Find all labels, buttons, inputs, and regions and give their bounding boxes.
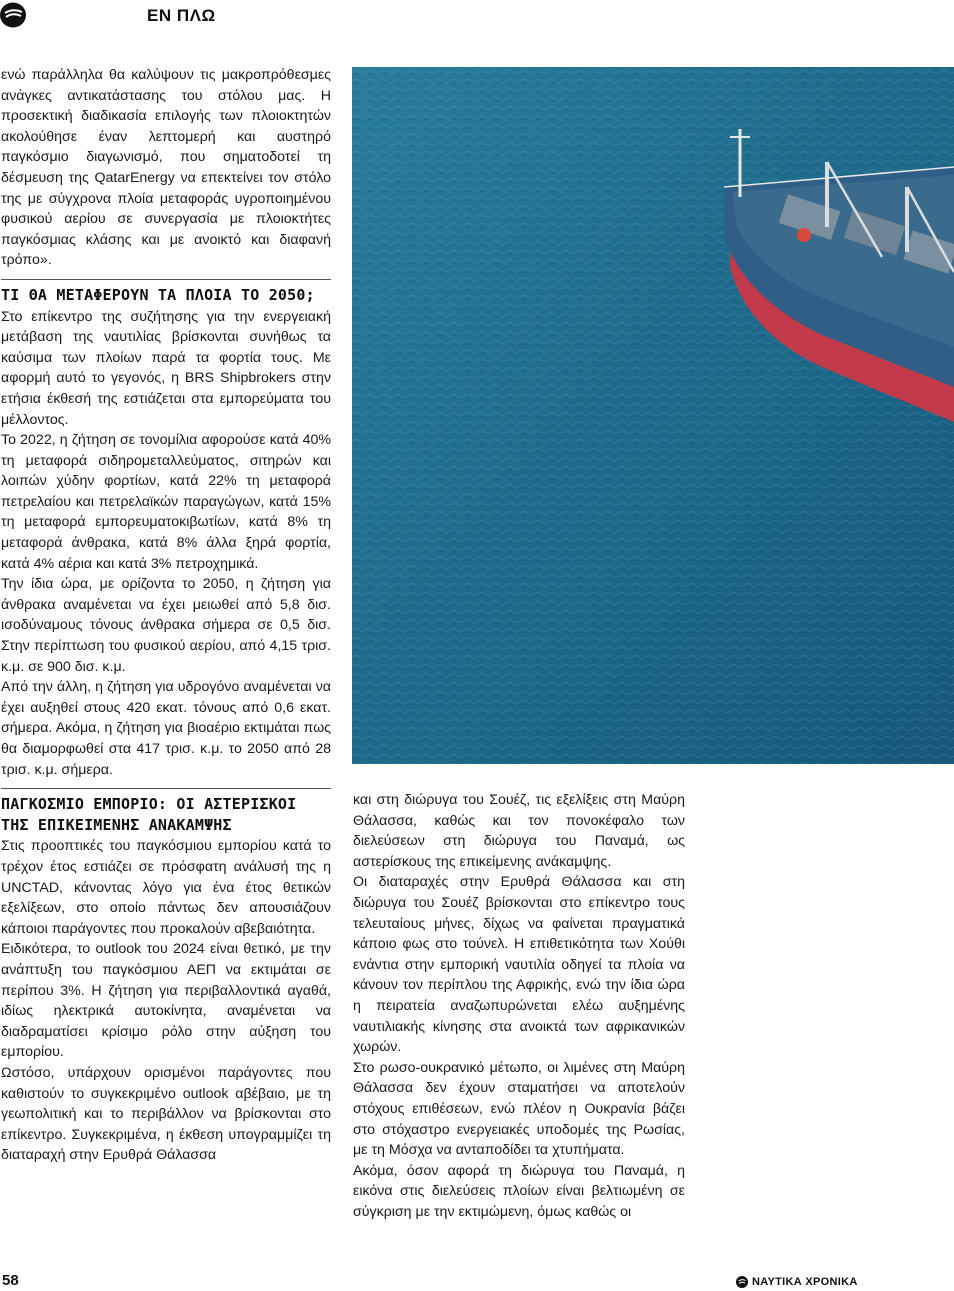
body-paragraph: Στις προοπτικές του παγκόσμιου εμπορίου κατά το τρέχον έτος εστιάζει σε πρόσφατη ανάλυσή της η UNCTAD, κάνοντας λόγο για ένα έτος θετικών εξελίξεων, στο οποίο πάντως δεν απουσιάζουν κάποιοι παράγοντες που προκαλούν αβεβαιότητα.	[1, 838, 331, 937]
right-column	[353, 790, 685, 1222]
brand-logo-icon	[736, 1276, 748, 1288]
section-heading-global-trade: ΠΑΓΚΟΣΜΙΟ ΕΜΠΟΡΙΟ: ΟΙ ΑΣΤΕΡΙΣΚΟΙ ΤΗΣ ΕΠΙΚΕΙΜΕΝΗΣ ΑΝΑΚΑΜΨΗΣ	[1, 795, 297, 834]
left-column	[1, 65, 331, 1166]
intro-paragraph: ενώ παράλληλα θα καλύψουν τις μακροπρόθεσμες ανάγκες αντικατάστασης του στόλου μας. Η προσεκτική διαδικασία επιλογής των πλοιοκτητών ακολούθησε έναν λεπτομερή και αυστηρό παγκόσμιο διαγωνισμό, που σηματοδοτεί τη δέσμευση της QatarEnergy να επεκτείνει τον στόλο της με σύγχρονα πλοία μεταφοράς υγροποιημένου φυσικού αερίου σε συνεργασία με πλοιοκτήτες παγκόσμιας κλάσης και με ανοικτό και διαφανή τρόπο».	[1, 67, 331, 269]
ship-aerial-illustration	[352, 67, 954, 764]
body-paragraph: Στο επίκεντρο της συζήτησης για την ενεργειακή μετάβαση της ναυτιλίας βρίσκονται συνήθως τα καύσιμα των πλοίων παρά τα φορτία τους. Με αφορμή αυτό το γεγονός, η BRS Shipbrokers στην ετήσια έκθεσή της εστιάζεται στα εμπορεύματα του μέλλοντος.	[1, 308, 331, 428]
body-paragraph: Το 2022, η ζήτηση σε τονομίλια αφορούσε κατά 40% τη μεταφορά σιδηρομεταλλεύματος, σιτηρών και λοιπών χύδην φορτίων, κατά 22% τη μεταφορά πετρελαίου και πετρελαϊκών παραγώγων, κατά 15% τη μεταφορά εμπορευματοκιβωτίων, κατά 8% τη μεταφορά άνθρακα, κατά 8% άλλα ξηρά φορτία, κατά 4% αέρια και κατά 3% πετροχημικά.	[1, 432, 331, 572]
section-title: ΕΝ ΠΛΩ	[147, 6, 216, 25]
body-paragraph: Ωστόσο, υπάρχουν ορισμένοι παράγοντες που καθιστούν το συγκεκριμένο outlook αβέβαιο, με τη γεωπολιτική και το περιβάλλον να βρίσκονται στο επίκεντρο. Συγκεκριμένα, η έκθεση υπογραμμίζει τη διαταραχή στην Ερυθρά Θάλασσα	[1, 1064, 331, 1164]
section-divider	[1, 788, 331, 789]
wave-texture	[352, 67, 954, 764]
page-header	[0, 0, 954, 30]
brand-name: ΝΑΥΤΙΚΑ ΧΡΟΝΙΚΑ	[752, 1276, 858, 1288]
page-number: 58	[2, 1272, 19, 1289]
body-paragraph: και στη διώρυγα του Σουέζ, τις εξελίξεις στη Μαύρη Θάλασσα, καθώς και τον πονοκέφαλο των διελεύσεων στη διώρυγα του Παναμά, ως αστερίσκους της επικείμενης ανάκαμψης.	[353, 792, 685, 870]
article-photo-ship	[352, 67, 954, 764]
body-paragraph: Ακόμα, όσον αφορά τη διώρυγα του Παναμά, η εικόνα στις διελεύσεις πλοίων είναι βελτιωμένη σε σύγκριση με την εκτιμώμενη, όμως καθώς οι	[353, 1162, 685, 1220]
body-paragraph: Ειδικότερα, το outlook του 2024 είναι θετικό, με την ανάπτυξη του παγκόσμιου ΑΕΠ να εκτιμάται σε περίπου 3%. Η ζήτηση για περιβαλλοντικά αγαθά, ιδίως ηλεκτρικά αυτοκίνητα, αναμένεται να διαδραματίσει κρίσιμο ρόλο στην αύξηση του εμπορίου.	[1, 941, 331, 1061]
body-paragraph: Στο ρωσο-ουκρανικό μέτωπο, οι λιμένες στη Μαύρη Θάλασσα δεν έχουν σταματήσει να αποτελούν στόχους επιθέσεων, ενώ πλέον η Ουκρανία βάζει στο στόχαστρο ενεργειακές υποδομές της Ρωσίας, με τη Μόσχα να ανταποδίδει τα χτυπήματα.	[353, 1059, 685, 1159]
section-heading-cargoes-2050: ΤΙ ΘΑ ΜΕΤΑΦΕΡΟΥΝ ΤΑ ΠΛΟΙΑ ΤΟ 2050;	[1, 285, 315, 304]
body-paragraph: Από την άλλη, η ζήτηση για υδρογόνο αναμένεται να έχει αυξηθεί στους 420 εκατ. τόνους από 0,6 εκατ. σήμερα. Ακόμα, η ζήτηση για βιοαέριο εκτιμάται πως θα διαμορφωθεί στα 417 τρισ. κ.μ. το 2050 από 28 τρισ. κ.μ. σήμερα.	[1, 679, 331, 778]
publication-logo-icon	[0, 2, 28, 28]
body-paragraph: Την ίδια ώρα, με ορίζοντα το 2050, η ζήτηση για άνθρακα αναμένεται να έχει μειωθεί από 5,8 δισ. ισοδύναμους τόνους άνθρακα σήμερα σε 0,5 δισ. Στην περίπτωση του φυσικού αερίου, από 4,15 τρισ. κ.μ. σε 900 δισ. κ.μ.	[1, 576, 331, 675]
section-divider	[1, 279, 331, 280]
footer-brand	[736, 1276, 858, 1288]
bow-equipment	[797, 228, 811, 242]
body-paragraph: Οι διαταραχές στην Ερυθρά Θάλασσα και στη διώρυγα του Σουέζ βρίσκονται στο επίκεντρο τους τελευταίους μήνες, δίχως να φαίνεται πραγματικά κάποιο φως στο τούνελ. Η επιθετικότητα των Χούθι ενάντια στην εμπορική ναυτιλία οδηγεί τα πλοία να κάνουν τον περίπλου της Αφρικής, ενώ την ίδια ώρα η πειρατεία αναζωπυρώνεται ελέω αυξημένης ναυτιλιακής κίνησης στα ανοικτά των αφρικανικών χωρών.	[353, 874, 685, 1056]
